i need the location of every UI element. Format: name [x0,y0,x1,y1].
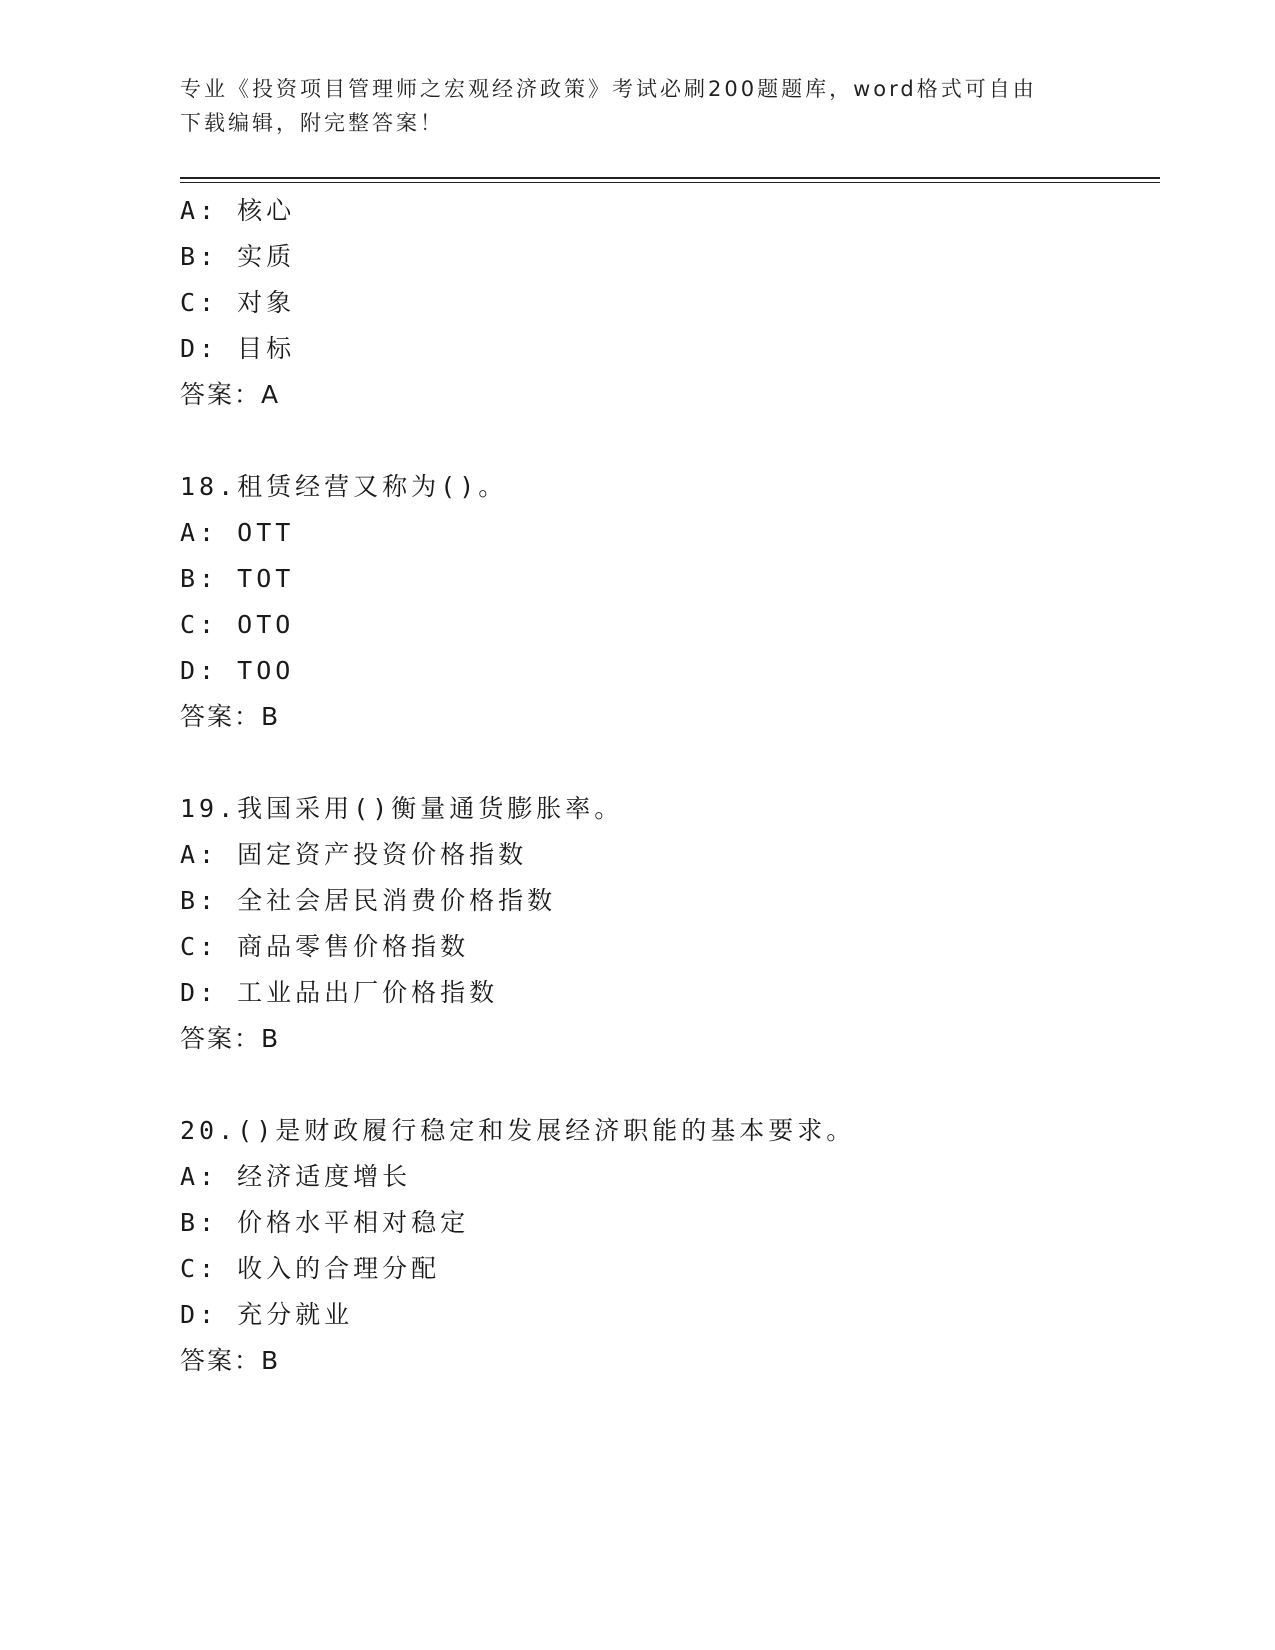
option-b: B: 实质 [180,242,296,271]
question-stem: 20.()是财政履行稳定和发展经济职能的基本要求。 [180,1116,856,1145]
answer-line: 答案：B [180,1024,281,1053]
option-c: C: 收入的合理分配 [180,1254,441,1283]
option-a: A: 经济适度增长 [180,1162,412,1191]
spacer [180,740,1160,786]
document-page [180,0,1160,1650]
document-header: 专业《投资项目管理师之宏观经济政策》考试必刷200题题库，word格式可自由下载编辑，附完整答案！ [180,77,1037,135]
answer-line: 答案：A [180,380,281,409]
option-d: D: 目标 [180,334,296,363]
question-stem: 19.我国采用()衡量通货膨胀率。 [180,794,624,823]
spacer [180,418,1160,464]
answer-line: 答案：B [180,1346,281,1375]
question-list [180,188,1160,1384]
option-b: B: TOT [180,564,295,593]
spacer [180,1062,1160,1108]
option-b: B: 价格水平相对稳定 [180,1208,470,1237]
option-a: A: 核心 [180,196,296,225]
option-d: D: 充分就业 [180,1300,354,1329]
option-d: D: 工业品出厂价格指数 [180,978,499,1007]
answer-line: 答案：B [180,702,281,731]
option-b: B: 全社会居民消费价格指数 [180,886,557,915]
question-stem: 18.租赁经营又称为()。 [180,472,508,501]
option-a: A: 固定资产投资价格指数 [180,840,528,869]
question-18 [180,464,1160,740]
option-a: A: OTT [180,518,295,547]
option-c: C: 商品零售价格指数 [180,932,470,961]
question-19 [180,786,1160,1062]
question-17-continued [180,188,1160,418]
option-c: C: OTO [180,610,295,639]
question-20 [180,1108,1160,1384]
header-divider-thick [180,177,1160,179]
option-c: C: 对象 [180,288,296,317]
header-divider-thin [180,182,1160,183]
option-d: D: TOO [180,656,295,685]
